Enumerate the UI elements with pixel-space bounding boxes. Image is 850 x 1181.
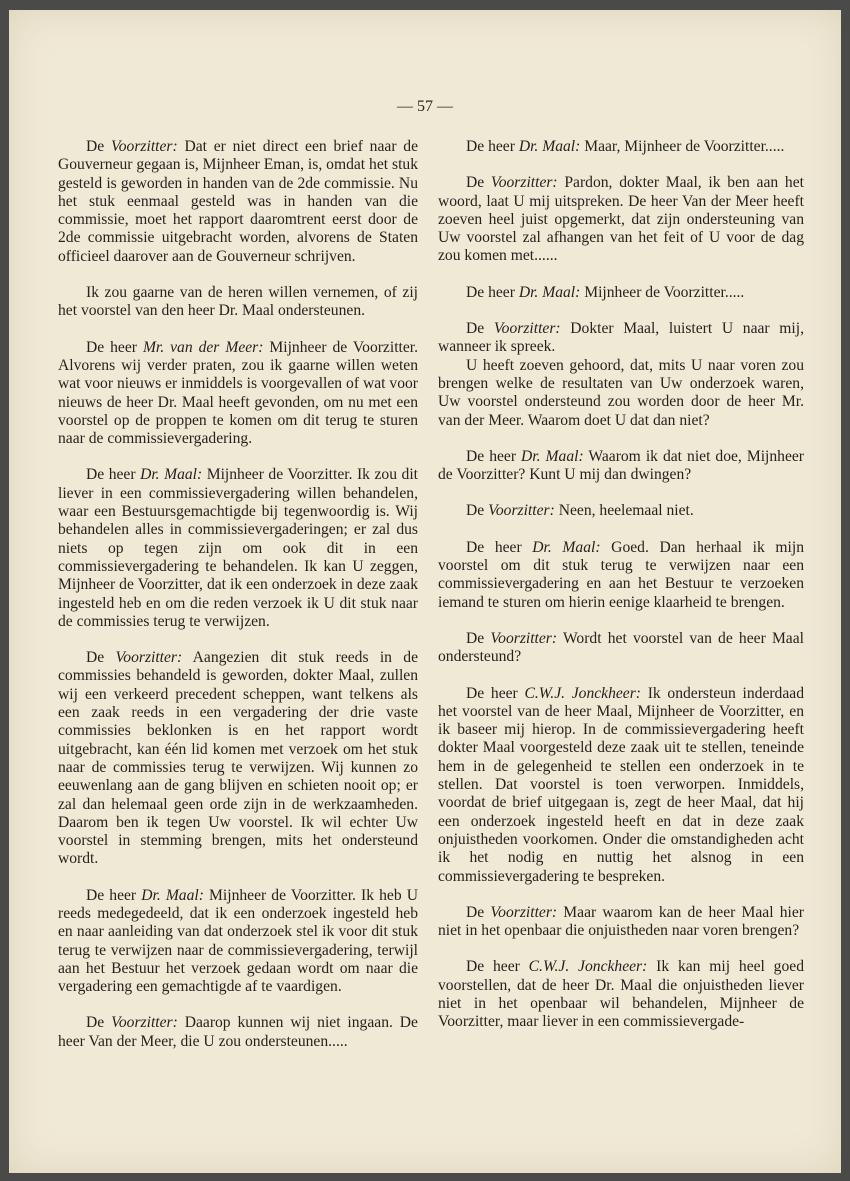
paragraph: De heer Dr. Maal: Mijnheer de Voorzitter. Ik zou dit liever in een commissievergadering willen behandelen, waar een Bestuursgemachtigde bij tegenwoordig is. Wij behandelen alles in commissievergaderingen; er zal dus niets op tegen zijn om ook dit in een commissievergadering te behandelen. Ik kan U zeggen, Mijnheer de Voorzitter, dat ik een onderzoek in deze zaak ingesteld heb en om die reden verzoek ik U dit stuk naar de commissies terug te verwijzen. <box>58 466 419 630</box>
paragraph: De heer Dr. Maal: Mijnheer de Voorzitter. Ik heb U reeds medegedeeld, dat ik een onderzoek ingesteld heb en naar aanleiding van dat onderzoek stel ik voor dit stuk terug te verwijzen naar de commissievergadering, terwijl aan het Bestuur het verzoek gedaan wordt om naar die vergadering een gemachtigde af te vaardigen. <box>58 886 418 996</box>
speaker-name: Dr. Maal: <box>140 466 203 484</box>
paragraph: De heer C.W.J. Jonckheer: Ik ondersteun inderdaad het voorstel van de heer Maal, Mijnheer de Voorzitter, en ik baseer mij hierop. In de commissievergadering heeft dokter Maal voorgesteld deze zaak uit te stellen, teneinde hem in de gelegenheid te stellen een onderzoek in te stellen. Dat voorstel is toen verworpen. Inmiddels, voordat de brief uitgegaan is, zegt de heer Maal, dat hij een onderzoek ingesteld heeft en dat in deze zaak onjuistheden voorkomen. Onder die omstandigheden acht ik het nodig en nuttig het alsnog in een commissievergadering te bespreken. <box>438 684 804 885</box>
speaker-name: C.W.J. Jonckheer: <box>524 684 641 702</box>
page-number: — 57 — <box>397 98 453 115</box>
speaker-name: Voorzitter: <box>490 629 558 647</box>
document-page <box>9 10 841 1173</box>
paragraph: De heer Dr. Maal: Mijnheer de Voorzitter..... <box>466 283 745 301</box>
speaker-name: Voorzitter: <box>490 174 558 192</box>
paragraph: De Voorzitter: Wordt het voorstel van de heer Maal ondersteund? <box>438 629 804 666</box>
speaker-name: Dr. Maal: <box>141 886 204 904</box>
speaker-name: Voorzitter: <box>490 903 558 921</box>
paragraph: U heeft zoeven gehoord, dat, mits U naar voren zou brengen welke de resultaten van Uw onderzoek waren, Uw voorstel ondersteund zou worden door de heer Mr. van der Meer. Waarom doet U dat dan niet? <box>438 356 804 429</box>
paragraph: De Voorzitter: Dat er niet direct een brief naar de Gouverneur gegaan is, Mijnheer Eman, is, omdat het stuk gesteld is geworden in handen van de 2de commissie. Nu het stuk eenmaal gesteld was in handen van die commissie, moet het rapport daaromtrent eerst door de 2de commissie uitgebracht worden, alvorens de Staten officieel daarover aan de Gouverneur schrijven. <box>58 138 418 265</box>
paragraph: De heer Dr. Maal: Goed. Dan herhaal ik mijn voorstel om dit stuk terug te verwijzen naar een commissievergadering en aan het Bestuur te verzoeken iemand te sturen om hierin eenige klaarheid te brengen. <box>438 538 804 611</box>
left-column <box>58 138 418 1051</box>
speaker-name: Voorzitter: <box>115 649 183 667</box>
speaker-name: Dr. Maal: <box>521 447 584 465</box>
paragraph: De Voorzitter: Maar waarom kan de heer Maal hier niet in het openbaar die onjuistheden naar voren brengen? <box>438 903 804 940</box>
paragraph: De Voorzitter: Aangezien dit stuk reeds in de commissies behandeld is geworden, dokter Maal, zullen wij een verkeerd precedent scheppen, want telkens als een zaak reeds in een vergadering der drie vaste commissies beklonken is en het rapport wordt uitgebracht, kan één lid komen met verzoek om het stuk naar de commissies terug te verwijzen. Wij kunnen zo eeuwenlang aan de gang blijven en schieten nooit op; er zal dan helemaal geen orde zijn in de werkzaamheden. Daarom ben ik tegen Uw voorstel. Ik wil echter Uw voorstel in stemming brengen, mits het ondersteund wordt. <box>58 649 418 868</box>
paragraph: De heer Dr. Maal: Waarom ik dat niet doe, Mijnheer de Voorzitter? Kunt U mij dan dwingen? <box>438 447 804 484</box>
speaker-name: Dr. Maal: <box>518 283 581 301</box>
paragraph: De Voorzitter: Daarop kunnen wij niet ingaan. De heer Van der Meer, die U zou ondersteunen..... <box>58 1014 418 1050</box>
paragraph: Ik zou gaarne van de heren willen vernemen, of zij het voorstel van den heer Dr. Maal ondersteunen. <box>58 284 418 320</box>
paragraph: De heer Mr. van der Meer: Mijnheer de Voorzitter. Alvorens wij verder praten, zou ik gaarne willen weten wat voor nieuws er inmiddels is voorgevallen of wat voor nieuws de heer Dr. Maal heeft gevonden, om nu met een voorstel op de proppen te komen om dit terug te sturen naar de commissievergadering. <box>58 338 419 448</box>
speaker-name: Voorzitter: <box>493 320 561 338</box>
paragraph: De Voorzitter: Pardon, dokter Maal, ik ben aan het woord, laat U mij uitspreken. De heer Van der Meer heeft zoeven heel juist opgemerkt, dat zijn ondersteuning van Uw voorstel zal afhangen van het feit of U voor de dag zou komen met...... <box>438 174 804 265</box>
paragraph: De heer C.W.J. Jonckheer: Ik kan mij heel goed voorstellen, dat de heer Dr. Maal die onjuistheden liever niet in het openbaar wil behandelen, Mijnheer de Voorzitter, maar liever in een commissievergade- <box>438 958 804 1031</box>
right-column <box>438 138 804 1032</box>
speaker-name: Voorzitter: <box>110 138 178 155</box>
paragraph: De Voorzitter: Dokter Maal, luistert U naar mij, wanneer ik spreek. <box>438 320 804 356</box>
speaker-name: C.W.J. Jonckheer: <box>528 958 648 976</box>
paragraph: De Voorzitter: Neen, heelemaal niet. <box>466 502 694 520</box>
speaker-name: Dr. Maal: <box>518 138 581 155</box>
paragraph: De heer Dr. Maal: Maar, Mijnheer de Voorzitter..... <box>466 138 785 155</box>
speaker-name: Dr. Maal: <box>532 538 601 556</box>
speaker-name: Mr. van der Meer: <box>142 338 264 356</box>
speaker-name: Voorzitter: <box>111 1014 178 1032</box>
speaker-name: Voorzitter: <box>488 502 555 520</box>
